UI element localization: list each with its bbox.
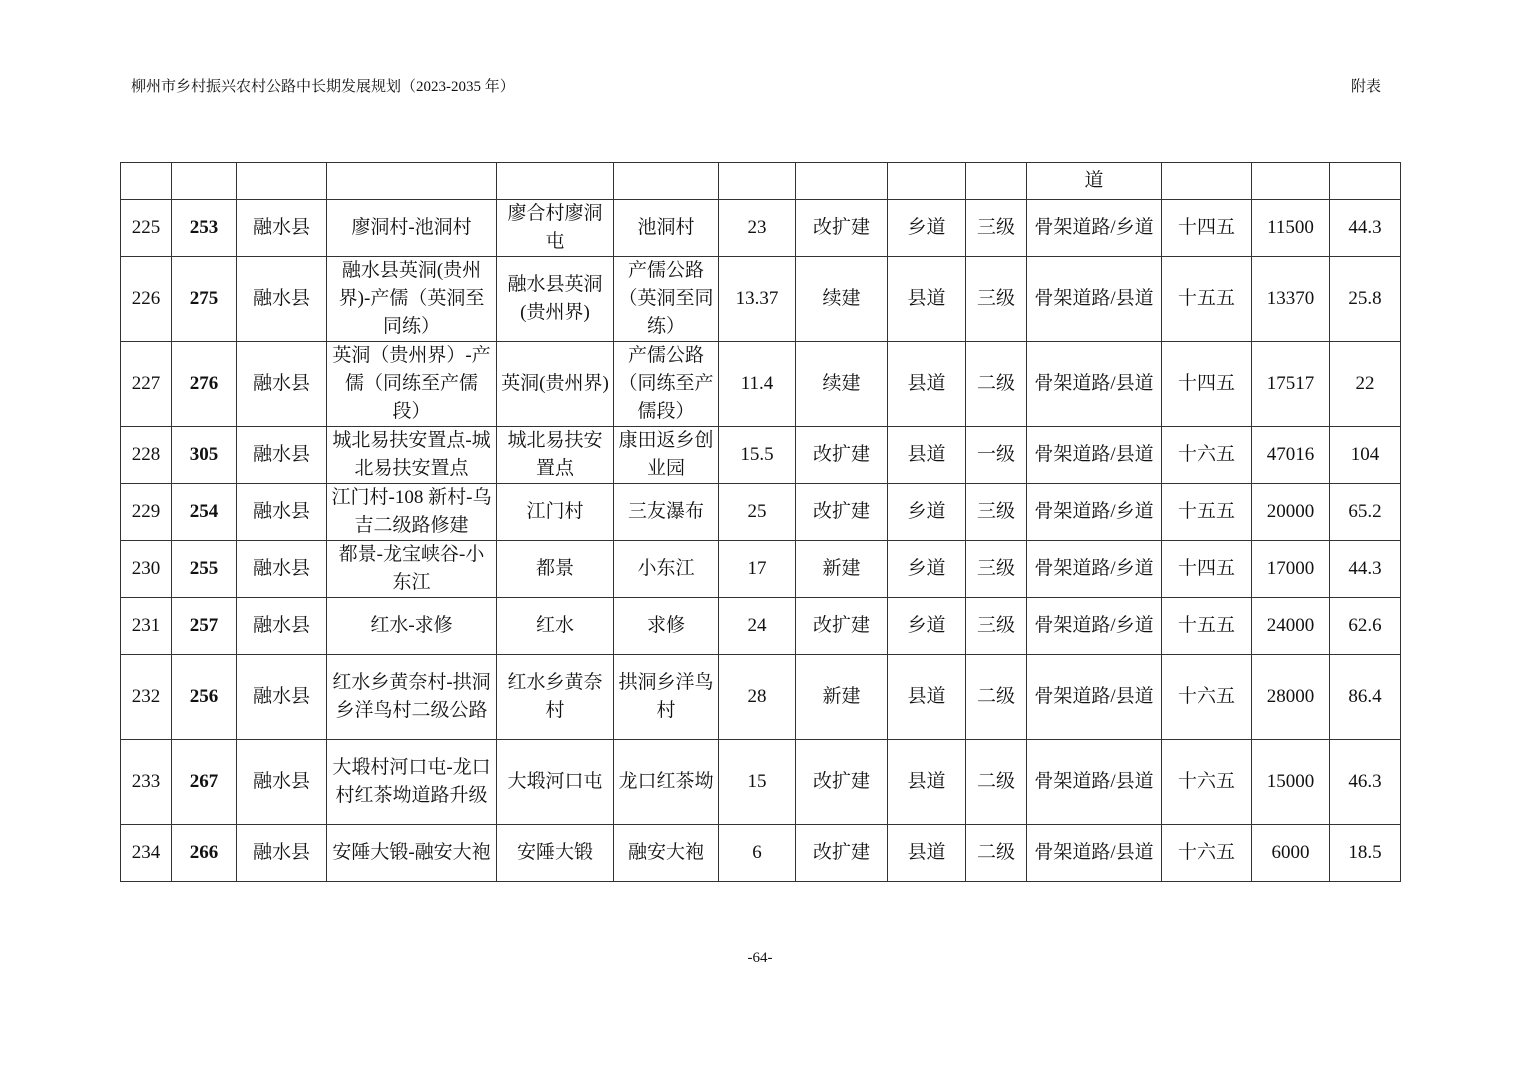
cell-length: 17 xyxy=(719,541,796,598)
cell-end xyxy=(614,163,719,200)
cell-period: 十四五 xyxy=(1162,541,1252,598)
table-row-continuation xyxy=(121,163,1401,200)
cell-length: 11.4 xyxy=(719,342,796,427)
cell-investment: 17000 xyxy=(1252,541,1330,598)
cell-total xyxy=(1330,163,1401,200)
cell-county: 融水县 xyxy=(237,598,327,655)
cell-admin: 县道 xyxy=(888,257,966,342)
cell-code: 257 xyxy=(172,598,237,655)
cell-period: 十五五 xyxy=(1162,257,1252,342)
cell-name: 红水乡黄奈村-拱洞乡洋鸟村二级公路 xyxy=(327,655,497,740)
cell-total: 44.3 xyxy=(1330,200,1401,257)
cell-code: 267 xyxy=(172,740,237,825)
table-row xyxy=(121,484,1401,541)
cell-length: 6 xyxy=(719,825,796,882)
cell-period: 十六五 xyxy=(1162,427,1252,484)
cell-total: 18.5 xyxy=(1330,825,1401,882)
cell-type: 改扩建 xyxy=(796,200,888,257)
cell-category: 道 xyxy=(1027,163,1162,200)
cell-length: 23 xyxy=(719,200,796,257)
cell-end: 拱洞乡洋鸟村 xyxy=(614,655,719,740)
cell-name: 红水-求修 xyxy=(327,598,497,655)
cell-admin: 县道 xyxy=(888,740,966,825)
cell-investment: 28000 xyxy=(1252,655,1330,740)
cell-end: 小东江 xyxy=(614,541,719,598)
cell-county xyxy=(237,163,327,200)
cell-period: 十五五 xyxy=(1162,484,1252,541)
cell-total: 46.3 xyxy=(1330,740,1401,825)
table-row xyxy=(121,342,1401,427)
cell-type: 改扩建 xyxy=(796,427,888,484)
cell-investment xyxy=(1252,163,1330,200)
cell-no: 233 xyxy=(121,740,172,825)
cell-name xyxy=(327,163,497,200)
cell-county: 融水县 xyxy=(237,427,327,484)
cell-end: 产儒公路（同练至产儒段） xyxy=(614,342,719,427)
document-header-title: 柳州市乡村振兴农村公路中长期发展规划（2023-2035 年） xyxy=(131,79,515,95)
cell-category: 骨架道路/乡道 xyxy=(1027,541,1162,598)
cell-name: 廖洞村-池洞村 xyxy=(327,200,497,257)
cell-no: 228 xyxy=(121,427,172,484)
cell-category: 骨架道路/县道 xyxy=(1027,825,1162,882)
cell-name: 都景-龙宝峡谷-小东江 xyxy=(327,541,497,598)
cell-admin: 县道 xyxy=(888,825,966,882)
cell-grade: 二级 xyxy=(966,342,1027,427)
cell-category: 骨架道路/县道 xyxy=(1027,257,1162,342)
cell-total: 22 xyxy=(1330,342,1401,427)
cell-start: 都景 xyxy=(497,541,614,598)
cell-end: 融安大袍 xyxy=(614,825,719,882)
cell-period: 十六五 xyxy=(1162,655,1252,740)
cell-name: 安陲大锻-融安大袍 xyxy=(327,825,497,882)
cell-category: 骨架道路/县道 xyxy=(1027,655,1162,740)
cell-grade: 三级 xyxy=(966,598,1027,655)
document-header-section: 附表 xyxy=(1351,79,1382,95)
cell-grade: 三级 xyxy=(966,257,1027,342)
cell-type: 改扩建 xyxy=(796,484,888,541)
cell-grade: 一级 xyxy=(966,427,1027,484)
table-row xyxy=(121,598,1401,655)
cell-code: 276 xyxy=(172,342,237,427)
cell-total: 65.2 xyxy=(1330,484,1401,541)
cell-admin: 乡道 xyxy=(888,541,966,598)
cell-total: 44.3 xyxy=(1330,541,1401,598)
cell-name: 江门村-108 新村-乌吉二级路修建 xyxy=(327,484,497,541)
cell-county: 融水县 xyxy=(237,257,327,342)
cell-no: 232 xyxy=(121,655,172,740)
cell-investment: 6000 xyxy=(1252,825,1330,882)
cell-name: 大塅村河口屯-龙口村红茶坳道路升级 xyxy=(327,740,497,825)
cell-investment: 17517 xyxy=(1252,342,1330,427)
table-row xyxy=(121,427,1401,484)
cell-length: 15 xyxy=(719,740,796,825)
cell-code: 256 xyxy=(172,655,237,740)
cell-start: 江门村 xyxy=(497,484,614,541)
cell-end: 龙口红茶坳 xyxy=(614,740,719,825)
cell-county: 融水县 xyxy=(237,200,327,257)
cell-no: 225 xyxy=(121,200,172,257)
cell-admin: 乡道 xyxy=(888,598,966,655)
cell-admin: 县道 xyxy=(888,342,966,427)
cell-no: 230 xyxy=(121,541,172,598)
cell-type: 续建 xyxy=(796,257,888,342)
cell-county: 融水县 xyxy=(237,342,327,427)
road-plan-table xyxy=(120,162,1401,882)
cell-end: 康田返乡创业园 xyxy=(614,427,719,484)
cell-county: 融水县 xyxy=(237,825,327,882)
cell-category: 骨架道路/乡道 xyxy=(1027,598,1162,655)
cell-type: 改扩建 xyxy=(796,598,888,655)
cell-admin: 县道 xyxy=(888,427,966,484)
cell-no: 226 xyxy=(121,257,172,342)
cell-investment: 24000 xyxy=(1252,598,1330,655)
cell-type: 新建 xyxy=(796,541,888,598)
cell-grade: 二级 xyxy=(966,825,1027,882)
cell-period: 十五五 xyxy=(1162,598,1252,655)
table-row xyxy=(121,655,1401,740)
cell-name: 融水县英洞(贵州界)-产儒（英洞至同练） xyxy=(327,257,497,342)
cell-length: 13.37 xyxy=(719,257,796,342)
cell-admin: 乡道 xyxy=(888,484,966,541)
cell-start: 红水乡黄奈村 xyxy=(497,655,614,740)
cell-code: 275 xyxy=(172,257,237,342)
cell-period xyxy=(1162,163,1252,200)
cell-investment: 20000 xyxy=(1252,484,1330,541)
cell-start: 大塅河口屯 xyxy=(497,740,614,825)
cell-code: 266 xyxy=(172,825,237,882)
cell-no: 229 xyxy=(121,484,172,541)
cell-no xyxy=(121,163,172,200)
cell-length: 25 xyxy=(719,484,796,541)
cell-admin: 乡道 xyxy=(888,200,966,257)
table-row xyxy=(121,200,1401,257)
cell-type: 续建 xyxy=(796,342,888,427)
cell-start: 英洞(贵州界) xyxy=(497,342,614,427)
cell-category: 骨架道路/乡道 xyxy=(1027,484,1162,541)
cell-end: 产儒公路（英洞至同练） xyxy=(614,257,719,342)
cell-name: 城北易扶安置点-城北易扶安置点 xyxy=(327,427,497,484)
cell-type xyxy=(796,163,888,200)
cell-length xyxy=(719,163,796,200)
cell-grade: 三级 xyxy=(966,484,1027,541)
cell-type: 改扩建 xyxy=(796,825,888,882)
page-number: -64- xyxy=(747,950,773,966)
cell-investment: 11500 xyxy=(1252,200,1330,257)
cell-grade: 三级 xyxy=(966,200,1027,257)
cell-total: 25.8 xyxy=(1330,257,1401,342)
cell-type: 新建 xyxy=(796,655,888,740)
cell-length: 28 xyxy=(719,655,796,740)
cell-investment: 47016 xyxy=(1252,427,1330,484)
cell-no: 227 xyxy=(121,342,172,427)
table-row xyxy=(121,740,1401,825)
cell-category: 骨架道路/县道 xyxy=(1027,427,1162,484)
cell-period: 十六五 xyxy=(1162,825,1252,882)
cell-category: 骨架道路/乡道 xyxy=(1027,200,1162,257)
cell-period: 十六五 xyxy=(1162,740,1252,825)
table-row xyxy=(121,541,1401,598)
cell-end: 三友瀑布 xyxy=(614,484,719,541)
cell-county: 融水县 xyxy=(237,655,327,740)
cell-grade: 三级 xyxy=(966,541,1027,598)
cell-start: 融水县英洞(贵州界) xyxy=(497,257,614,342)
cell-investment: 15000 xyxy=(1252,740,1330,825)
cell-category: 骨架道路/县道 xyxy=(1027,740,1162,825)
cell-length: 24 xyxy=(719,598,796,655)
cell-code: 253 xyxy=(172,200,237,257)
cell-investment: 13370 xyxy=(1252,257,1330,342)
cell-start: 红水 xyxy=(497,598,614,655)
cell-total: 62.6 xyxy=(1330,598,1401,655)
cell-total: 86.4 xyxy=(1330,655,1401,740)
cell-no: 234 xyxy=(121,825,172,882)
cell-start: 城北易扶安置点 xyxy=(497,427,614,484)
cell-grade: 二级 xyxy=(966,740,1027,825)
cell-length: 15.5 xyxy=(719,427,796,484)
cell-start: 安陲大锻 xyxy=(497,825,614,882)
cell-code: 255 xyxy=(172,541,237,598)
cell-county: 融水县 xyxy=(237,541,327,598)
cell-county: 融水县 xyxy=(237,484,327,541)
cell-end: 求修 xyxy=(614,598,719,655)
cell-start: 廖合村廖洞屯 xyxy=(497,200,614,257)
cell-admin xyxy=(888,163,966,200)
table-row xyxy=(121,257,1401,342)
cell-period: 十四五 xyxy=(1162,200,1252,257)
table-row xyxy=(121,825,1401,882)
cell-grade: 二级 xyxy=(966,655,1027,740)
cell-period: 十四五 xyxy=(1162,342,1252,427)
cell-no: 231 xyxy=(121,598,172,655)
cell-code: 305 xyxy=(172,427,237,484)
cell-category: 骨架道路/县道 xyxy=(1027,342,1162,427)
cell-grade xyxy=(966,163,1027,200)
cell-start xyxy=(497,163,614,200)
cell-county: 融水县 xyxy=(237,740,327,825)
cell-type: 改扩建 xyxy=(796,740,888,825)
cell-end: 池洞村 xyxy=(614,200,719,257)
cell-code: 254 xyxy=(172,484,237,541)
cell-name: 英洞（贵州界）-产儒（同练至产儒段） xyxy=(327,342,497,427)
cell-code xyxy=(172,163,237,200)
cell-total: 104 xyxy=(1330,427,1401,484)
cell-admin: 县道 xyxy=(888,655,966,740)
